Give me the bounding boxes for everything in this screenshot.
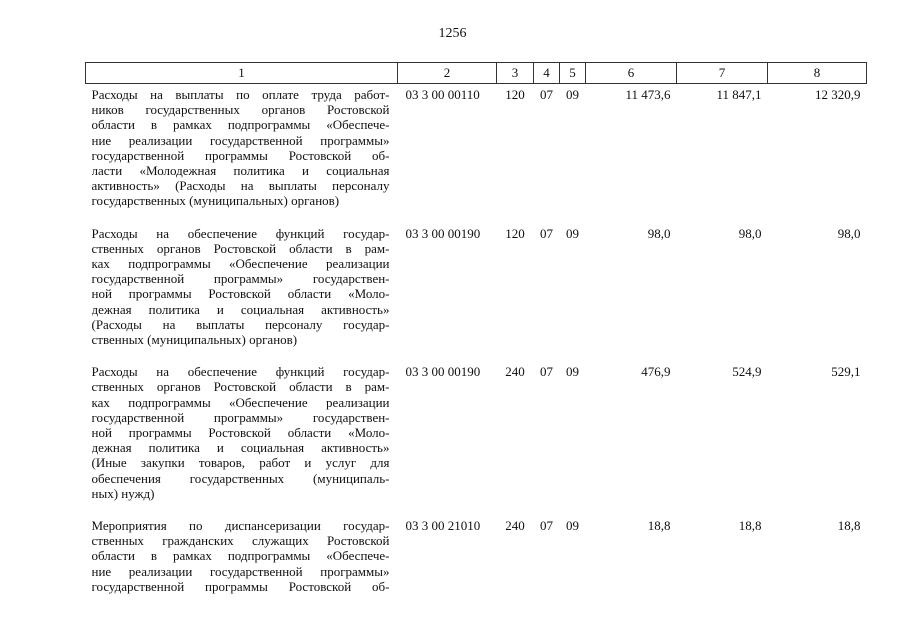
description-line: государственной программы» государствен- <box>91 271 390 287</box>
subsection-cell: 09 <box>566 518 579 534</box>
description-line: ной программы Ростовской области «Моло- <box>91 286 390 302</box>
description-line: ственных органов Ростовской области в рам- <box>91 240 390 256</box>
header-cell-8: 8 <box>768 63 867 84</box>
description-line: ласти «Молодежная политика и социальная <box>91 163 390 179</box>
description-line: государственных (муниципальных) органов) <box>91 193 340 209</box>
section-cell: 07 <box>540 225 553 241</box>
header-cell-5: 5 <box>560 63 586 84</box>
expense-type-cell: 240 <box>505 364 525 380</box>
description-line: Расходы на выплаты по оплате труда работ- <box>91 87 390 102</box>
subsection-cell: 09 <box>566 87 579 102</box>
amount-col8-cell: 12 320,9 <box>815 87 861 102</box>
description-line: ственных (муниципальных) органов) <box>91 332 298 348</box>
amount-col6-cell: 18,8 <box>647 518 671 534</box>
description-line: ных) нужд) <box>91 485 155 501</box>
description-line: Расходы на обеспечение функций государ- <box>91 225 390 241</box>
target-code-cell: 03 3 00 21010 <box>405 518 481 534</box>
description-line: государственной программы Ростовской об- <box>91 578 390 594</box>
description-line: ников государственных органов Ростовской <box>91 102 390 118</box>
target-code-cell: 03 3 00 00110 <box>405 87 480 102</box>
expense-type-cell: 240 <box>505 518 525 534</box>
expense-type-cell: 120 <box>505 225 525 241</box>
target-code-cell: 03 3 00 00190 <box>405 364 481 380</box>
description-line: Расходы на обеспечение функций государ- <box>91 364 390 380</box>
subsection-cell: 09 <box>566 364 579 380</box>
row-description <box>86 361 398 515</box>
table-row <box>86 515 867 594</box>
row-description <box>86 223 398 362</box>
description-line: ственных органов Ростовской области в рам- <box>91 379 390 395</box>
expense-type-cell: 120 <box>505 87 525 102</box>
header-cell-7: 7 <box>677 63 768 84</box>
row-description <box>86 84 398 223</box>
amount-col7-cell: 98,0 <box>738 225 762 241</box>
header-cell-4: 4 <box>534 63 560 84</box>
description-line: ние реализации государственной программы» <box>91 132 390 148</box>
description-line: Мероприятия по диспансеризации государ- <box>91 518 390 534</box>
description-line: государственной программы» государствен- <box>91 409 390 425</box>
description-line: области в рамках подпрограммы «Обеспече- <box>91 117 390 133</box>
table-row <box>86 84 867 223</box>
amount-col6-cell: 11 473,6 <box>625 87 671 102</box>
page-number: 1256 <box>438 26 467 41</box>
description-line: дежная политика и социальная активность» <box>91 440 390 456</box>
section-cell: 07 <box>540 87 553 102</box>
subsection-cell: 09 <box>566 225 579 241</box>
budget-table <box>85 62 867 594</box>
description-line: государственной программы Ростовской об- <box>91 147 390 163</box>
description-line: ние реализации государственной программы» <box>91 563 390 579</box>
row-description <box>86 515 398 594</box>
section-cell: 07 <box>540 518 553 534</box>
amount-col7-cell: 11 847,1 <box>716 87 762 102</box>
description-line: (Иные закупки товаров, работ и услуг для <box>91 455 390 471</box>
description-line: ках подпрограммы «Обеспечение реализации <box>91 394 390 410</box>
description-line: активность» (Расходы на выплаты персоналу <box>91 178 390 194</box>
amount-col7-cell: 524,9 <box>732 364 762 380</box>
header-row <box>86 63 867 84</box>
description-line: (Расходы на выплаты персоналу государ- <box>91 316 390 332</box>
description-line: ках подпрограммы «Обеспечение реализации <box>91 256 390 272</box>
header-cell-3: 3 <box>497 63 534 84</box>
amount-col8-cell: 98,0 <box>837 225 861 241</box>
target-code-cell: 03 3 00 00190 <box>405 225 481 241</box>
section-cell: 07 <box>540 364 553 380</box>
description-line: области в рамках подпрограммы «Обеспече- <box>91 548 390 564</box>
description-line: дежная политика и социальная активность» <box>91 301 390 317</box>
description-line: ной программы Ростовской области «Моло- <box>91 425 390 441</box>
table-row <box>86 223 867 362</box>
header-cell-1: 1 <box>86 63 398 84</box>
amount-col7-cell: 18,8 <box>738 518 762 534</box>
amount-col8-cell: 529,1 <box>831 364 861 380</box>
header-cell-2: 2 <box>398 63 497 84</box>
description-line: ственных гражданских служащих Ростовской <box>91 533 390 549</box>
description-line: обеспечения государственных (муниципаль- <box>91 470 390 486</box>
amount-col6-cell: 98,0 <box>647 225 671 241</box>
table-row <box>86 361 867 515</box>
header-cell-6: 6 <box>586 63 677 84</box>
amount-col6-cell: 476,9 <box>641 364 671 380</box>
amount-col8-cell: 18,8 <box>837 518 861 534</box>
